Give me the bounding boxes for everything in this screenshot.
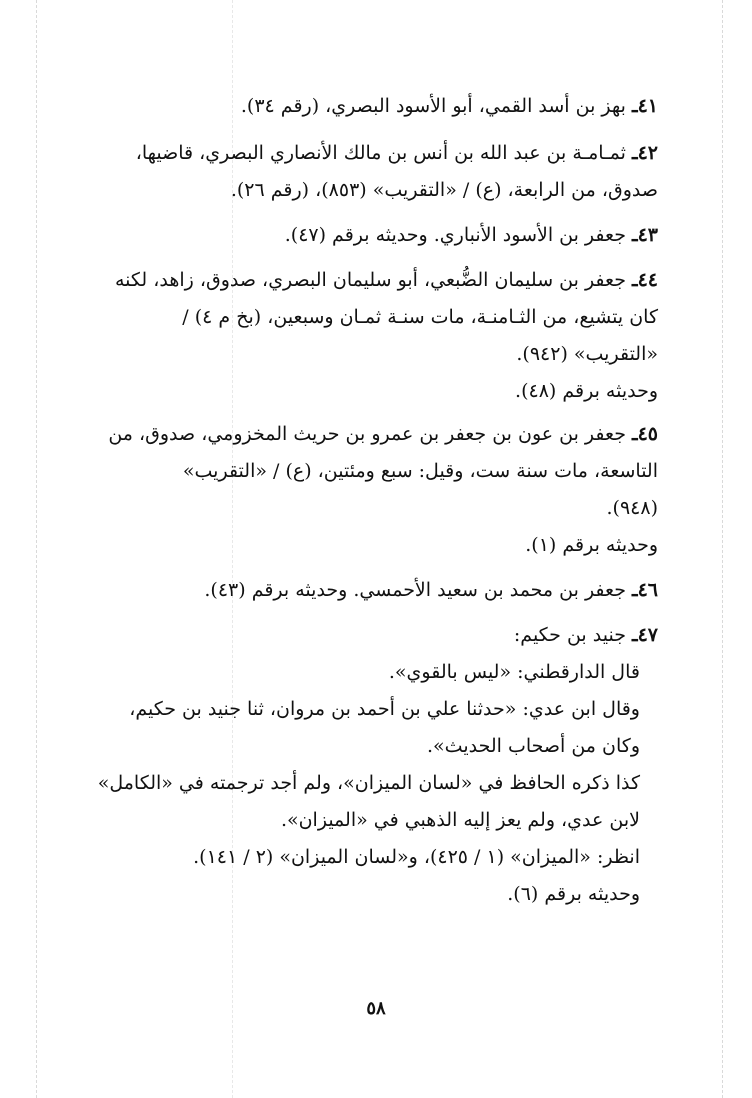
entry-number: ٤٣ـ (632, 224, 658, 246)
entry-42 (88, 135, 658, 209)
entry-line: لابن عدي، ولم يعز إليه الذهبي في «الميزان». (280, 809, 640, 831)
entry-number: ٤٧ـ (632, 624, 658, 646)
entry-line: وحديثه برقم (١). (525, 534, 658, 556)
entry-number: ٤٤ـ (632, 269, 658, 291)
entry-line: وكان من أصحاب الحديث». (427, 735, 640, 757)
entry-44 (88, 262, 658, 410)
entry-43 (88, 217, 658, 254)
entry-line: (٩٤٨). (606, 497, 658, 519)
entry-number: ٤٦ـ (632, 579, 658, 601)
entry-text: جعفر بن عون بن جعفر بن عمرو بن حريث المخزومي، صدوق، من (108, 423, 626, 445)
entry-line: كان يتشيع، من الثـامنـة، مات سنـة ثمـان وسبعين، (بخ م ٤) / (182, 306, 658, 328)
entry-number: ٤١ـ (632, 95, 658, 117)
entry-line: انظر: «الميزان» (١ / ٤٢٥)، و«لسان الميزان» (٢ / ١٤١). (193, 846, 640, 868)
entry-line (88, 88, 658, 125)
page-crease-line (36, 0, 37, 1098)
entry-line (88, 416, 658, 453)
entry-line: كذا ذكره الحافظ في «لسان الميزان»، ولم أجد ترجمته في «الكامل» (97, 772, 640, 794)
entry-line: «التقريب» (٩٤٢). (516, 343, 658, 365)
entry-line: صدوق، من الرابعة، (ع) / «التقريب» (٨٥٣)، (رقم ٢٦). (230, 179, 658, 201)
entry-45 (88, 416, 658, 564)
page-crease-line (722, 0, 723, 1098)
entry-line: وحديثه برقم (٦). (507, 883, 640, 905)
entries-list (88, 88, 658, 913)
entry-46 (88, 572, 658, 609)
entry-text: جنيد بن حكيم: (513, 624, 626, 646)
entry-text: جعفر بن الأسود الأنباري. وحديثه برقم (٤٧). (284, 224, 626, 246)
page-number: ٥٨ (366, 998, 386, 1019)
entry-47 (88, 617, 658, 913)
entry-text: جعفر بن سليمان الضُّبعي، أبو سليمان البصري، صدوق، زاهد، لكنه (115, 269, 626, 291)
entry-line (88, 262, 658, 299)
entry-line: وقال ابن عدي: «حدثنا علي بن أحمد بن مروان، ثنا جنيد بن حكيم، (129, 698, 640, 720)
entry-text: بهز بن أسد القمي، أبو الأسود البصري، (رقم ٣٤). (240, 95, 626, 117)
entry-line (88, 217, 658, 254)
entry-number: ٤٥ـ (632, 423, 658, 445)
entry-41 (88, 88, 658, 125)
entry-number: ٤٢ـ (632, 142, 658, 164)
entry-line (88, 135, 658, 172)
entry-line (88, 572, 658, 609)
entry-line: التاسعة، مات سنة ست، وقيل: سبع ومئتين، (ع) / «التقريب» (182, 460, 658, 482)
entry-text: جعفر بن محمد بن سعيد الأحمسي. وحديثه برقم (٤٣). (204, 579, 626, 601)
entry-line (88, 617, 658, 654)
entry-line: قال الدارقطني: «ليس بالقوي». (388, 661, 640, 683)
entry-text: ثمـامـة بن عبد الله بن أنس بن مالك الأنصاري البصري، قاضيها، (135, 142, 626, 164)
entry-line: وحديثه برقم (٤٨). (515, 380, 658, 402)
